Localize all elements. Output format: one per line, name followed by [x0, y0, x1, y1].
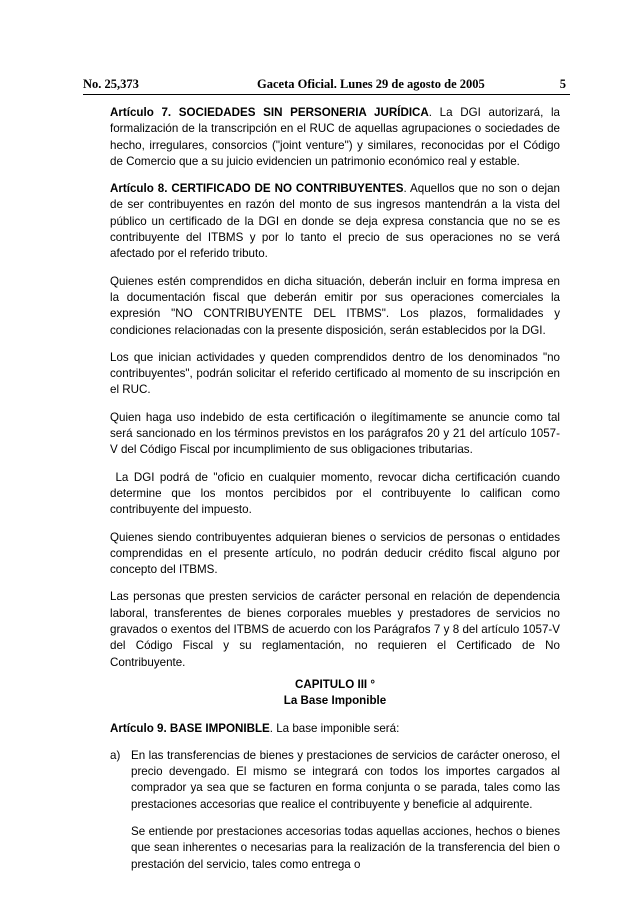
article-8-text: . Aquellos que no son o dejan de ser contribuyentes en razón del monto de sus ingresos mantendrán a la vista del público un certificado de la DGI en donde se deja expresa constancia que no se es contribuyente del ITBMS y por lo tanto el precio de sus operaciones no se verá afectado por el referido tributo. [110, 182, 560, 261]
paragraph: La DGI podrá de "oficio en cualquier momento, revocar dicha certificación cuando determine que los montos percibidos por el contribuyente lo califican como contribuyente del impuesto. [110, 470, 564, 517]
chapter-subtitle: La Base Imponible [283, 694, 387, 708]
article-9 [110, 721, 560, 737]
list-item-a [110, 748, 560, 813]
paragraph: Quienes siendo contribuyentes adquieran bienes o servicios de personas o entidades comprendidas en el presente artículo, no podrán deducir crédito fiscal alguno por concepto del ITBMS. [110, 530, 560, 577]
article-8-heading: Artículo 8. CERTIFICADO DE NO CONTRIBUYENTES [110, 182, 404, 196]
list-item-continuation: Se entiende por prestaciones accesorias todas aquellas acciones, hechos o bienes que sean inherentes o necesarias para la realización de la transferencia del bien o prestación del servicio, tales como entrega o [131, 824, 560, 871]
page-number: 5 [559, 77, 566, 91]
document-body [110, 105, 564, 884]
article-9-heading: Artículo 9. BASE IMPONIBLE [110, 721, 270, 735]
issue-number: No. 25,373 [83, 77, 139, 91]
paragraph: Quien haga uso indebido de esta certificación o ilegítimamente se anuncie como tal será sancionado en los términos previstos en los parágrafos 20 y 21 del artículo 1057-V del Código Fiscal por incumplimiento de sus obligaciones tributarias. [110, 410, 560, 457]
paragraph: Los que inician actividades y queden comprendidos dentro de los denominados "no contribuyentes", podrán solicitar el referido certificado al momento de su inscripción en el RUC. [110, 350, 560, 397]
gazette-header [83, 77, 570, 95]
list-item-text: En las transferencias de bienes y prestaciones de servicios de carácter oneroso, el precio devengado. El mismo se integrará con todos los importes cargados al comprador ya sea que se facturen en forma conjunta o se parada, tales como las prestaciones accesorias que realice el contribuyente y beneficie al adquirente. [131, 748, 560, 811]
list-marker: a) [110, 748, 121, 762]
article-9-text: . La base imponible será: [269, 721, 400, 735]
article-7 [110, 105, 560, 170]
article-8 [110, 181, 560, 262]
gazette-title: Gaceta Oficial. Lunes 29 de agosto de 2005 [257, 77, 485, 91]
article-7-heading: Artículo 7. SOCIEDADES SIN PERSONERIA JURÍDICA [110, 106, 429, 119]
paragraph: Quienes estén comprendidos en dicha situación, deberán incluir en forma impresa en la documentación fiscal que deberán emitir por sus operaciones comerciales la expresión "NO CONTRIBUYENTE DEL ITBMS". Los plazos, formalidades y condiciones relacionadas con la presente disposición, serán establecidos por la DGI. [110, 274, 560, 337]
article-7-text: . La DGI autorizará, la formalización de la transcripción en el RUC de aquellas agrupaciones o sociedades de hecho, irregulares, consorcios ("joint venture") y similares, reconocidas por el Código de Comercio que a su juicio evidencien un patrimonio económico real y estable. [110, 106, 561, 168]
chapter-title: CAPITULO III ° [295, 677, 375, 691]
paragraph: Las personas que presten servicios de carácter personal en relación de dependencia laboral, transferentes de bienes corporales muebles y prestadores de servicios no gravados o exentos del ITBMS de acuerdo con los Parágrafos 7 y 8 del artículo 1057-V del Código Fiscal y su reglamentación, no requieren el Certificado de No Contribuyente. [110, 590, 560, 669]
